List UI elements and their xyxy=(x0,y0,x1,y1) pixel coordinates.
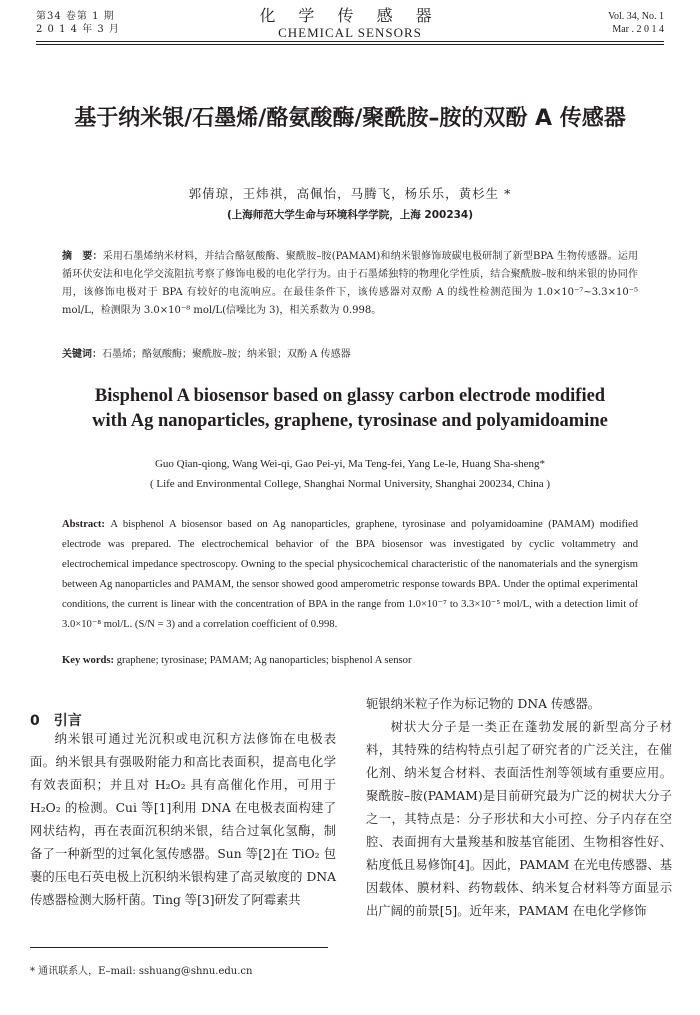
body-column-left xyxy=(30,728,336,912)
journal-title-en: CHEMICAL SENSORS xyxy=(278,25,422,40)
footnote-rule xyxy=(30,947,328,948)
section-heading xyxy=(30,710,82,730)
volume-cn: 第34 卷第 1 期 xyxy=(36,11,115,22)
issue-info-en xyxy=(608,10,664,36)
volume-en: Vol. 34, No. 1 xyxy=(608,11,664,22)
abstract-en xyxy=(62,515,638,635)
journal-header xyxy=(0,0,700,44)
journal-title xyxy=(0,6,700,41)
affiliation-en: ( Life and Environmental College, Shanghai Normal University, Shanghai 200234, China ) xyxy=(149,478,551,490)
paper-title-en-line1: Bisphenol A biosensor based on glassy carbon electrode modified xyxy=(94,386,606,406)
keywords-en-text: graphene; tyrosinase; PAMAM; Ag nanoparticles; bisphenol A sensor xyxy=(116,655,412,666)
section-number: 0 xyxy=(30,713,40,729)
keywords-en xyxy=(62,653,638,669)
paper-title-cn: 基于纳米银/石墨烯/酪氨酸酶/聚酰胺–胺的双酚 A 传感器 xyxy=(74,106,626,131)
journal-title-cn: 化 学 传 感 器 xyxy=(259,6,441,25)
affiliation-cn: (上海师范大学生命与环境科学学院，上海 200234) xyxy=(226,209,474,221)
paper-title-en xyxy=(60,384,640,434)
intro-paragraph-1-cont: 轭银纳米粒子作为标记物的 DNA 传感器。 xyxy=(366,697,601,711)
authors-en: Guo Qian-qiong, Wang Wei-qi, Gao Pei-yi, Ma Teng-fei, Yang Le-le, Huang Sha-sheng* xyxy=(154,458,546,470)
abstract-en-text: A bisphenol A biosensor based on Ag nanoparticles, graphene, tyrosinase and polyamidoamine (PAMAM) modified electrode was prepared. The electrochemical behavior of the BPA biosensor was investigated by cyclic voltammetry and electrochemical impedance spectroscopy. Owning to the special physicochemical characteristic of the nanomaterials and the synergism between Ag nanoparticles and PAMAM, the sensor showed good amperometric response towards BPA. Under the optimal experimental conditions, the current is linear with the concentration of BPA in the range from 1.0×10⁻⁷ to 3.3×10⁻⁵ mol/L, with a detection limit of 3.0×10⁻⁸ mol/L. (S/N = 3) and a correlation coefficient of 0.998. xyxy=(62,519,638,630)
header-rule-top xyxy=(36,41,664,42)
intro-paragraph-2: 树状大分子是一类正在蓬勃发展的新型高分子材料，其特殊的结构特点引起了研究者的广泛关注，在催化剂、纳米复合材料、表面活性剂等领域有重要应用。聚酰胺–胺(PAMAM)是目前研究最为广泛的树状大分子之一，其特点是：分子形状和大小可控、分子内存在空腔、表面拥有大量羧基和胺基官能团、生物相容性好、粘度低且易修饰[4]。因此，PAMAM 在光电传感器、基因载体、膜材料、药物载体、纳米复合材料等方面显示出广阔的前景[5]。近年来，PAMAM 在电化学修饰 xyxy=(366,720,672,918)
date-cn: 2 0 1 4 年 3 月 xyxy=(36,24,120,35)
header-rule-bottom xyxy=(36,44,664,45)
footnote: * 通讯联系人，E–mail: sshuang@shnu.edu.cn xyxy=(30,966,253,977)
abstract-cn-text: 采用石墨烯纳米材料，并结合酪氨酸酶、聚酰胺–胺(PAMAM)和纳米银修饰玻碳电极研制了新型BPA 生物传感器。运用循环伏安法和电化学交流阻抗考察了修饰电极的电化学行为。由于石墨烯独特的物理化学性质，结合聚酰胺–胺和纳米银的协同作用，该修饰电极对于 BPA 有较好的电流响应。在最佳条件下，该传感器对双酚 A 的线性检测范围为 1.0×10⁻⁷~3.3×10⁻⁵ mol/L，检测限为 3.0×10⁻⁸ mol/L(信噪比为 3)，相关系数为 0.998。 xyxy=(62,251,638,316)
authors-cn: 郭倩琼，王炜祺，高佩怡，马腾飞，杨乐乐，黄杉生 * xyxy=(188,186,512,201)
section-title: 引言 xyxy=(53,713,82,729)
paper-title-en-line2: with Ag nanoparticles, graphene, tyrosinase and polyamidoamine xyxy=(92,411,608,431)
abstract-en-label: Abstract: xyxy=(62,519,105,530)
abstract-cn xyxy=(62,248,638,320)
date-en: Mar . 2 0 1 4 xyxy=(612,24,664,35)
abstract-cn-label: 摘 要： xyxy=(62,251,103,262)
intro-paragraph-1: 纳米银可通过光沉积或电沉积方法修饰在电极表面。纳米银具有强吸附能力和高比表面积，提高电化学有效表面积；并且对 H₂O₂ 具有高催化作用，可用于 H₂O₂ 的检测。Cui 等[1]利用 DNA 在电极表面构建了网状结构，再在表面沉积纳米银，结合过氧化氢酶，制备了一种新型的过氧化氢传感器。Sun 等[2]在 TiO₂ 包裹的压电石英电极上沉积纳米银构建了高灵敏度的 DNA 传感器检测大肠杆菌。Ting 等[3]研发了阿霉素共 xyxy=(30,732,336,907)
body-column-right xyxy=(366,693,672,923)
keywords-cn-text: 石墨烯；酪氨酸酶；聚酰胺–胺；纳米银；双酚 A 传感器 xyxy=(102,349,351,360)
keywords-cn xyxy=(62,346,638,364)
keywords-en-label: Key words: xyxy=(62,655,115,666)
keywords-cn-label: 关键词： xyxy=(62,349,102,360)
